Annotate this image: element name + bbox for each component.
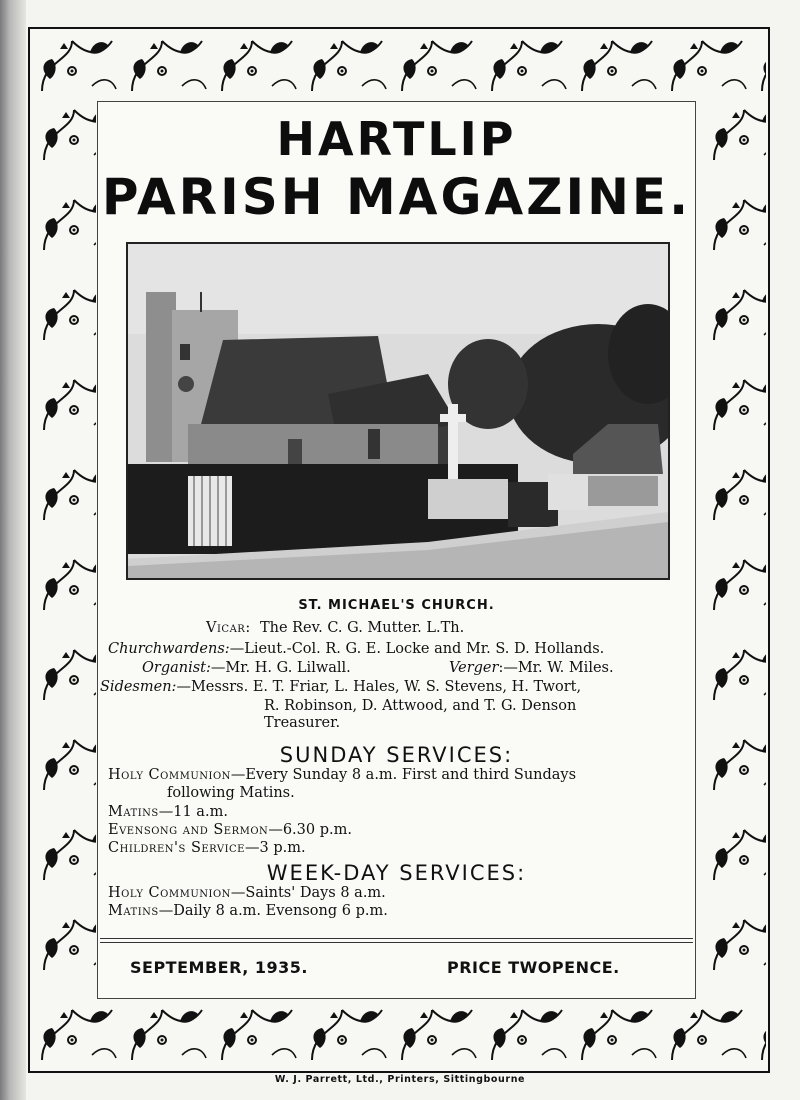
verger-line (449, 660, 614, 676)
evensong-text: —6.30 p.m. (268, 822, 352, 838)
organist-text: —Mr. H. G. Lilwall. (210, 660, 351, 676)
sidesmen-label: Sidesmen: (100, 679, 177, 695)
sunday-services-heading: SUNDAY SERVICES: (279, 743, 514, 767)
binding-gutter (0, 0, 26, 1100)
divider-rule-2 (100, 942, 693, 943)
printer-imprint: W. J. Parrett, Ltd., Printers, Sittingbourne (274, 1074, 526, 1085)
sidesmen-line-1 (100, 679, 581, 695)
weekday-matins-label: Matins (108, 903, 159, 919)
sunday-communion-line-2: following Matins. (167, 785, 295, 801)
price: PRICE TWOPENCE. (447, 958, 620, 977)
sunday-communion-line (108, 767, 576, 783)
childrens-service-text: —3 p.m. (244, 840, 306, 856)
verger-text: :—Mr. W. Miles. (498, 660, 614, 676)
evensong-label: Evensong and Sermon (108, 822, 269, 838)
masthead-line-1: HARTLIP (276, 112, 517, 166)
ornament-border-top (32, 31, 766, 101)
childrens-service-label: Children's Service (108, 840, 245, 856)
sidesmen-text-1: —Messrs. E. T. Friar, L. Hales, W. S. Stevens, H. Twort, (176, 679, 582, 695)
sunday-matins-text: —11 a.m. (158, 804, 228, 820)
sidesmen-line-2: R. Robinson, D. Attwood, and T. G. Denson (264, 698, 577, 714)
sidesmen-line-3: Treasurer. (264, 715, 341, 731)
evensong-line (108, 822, 352, 838)
churchwardens-text: —Lieut.-Col. R. G. E. Locke and Mr. S. D. Hollands. (229, 641, 605, 657)
divider-rule (100, 938, 693, 939)
weekday-matins-line (108, 903, 388, 919)
weekday-services-heading: WEEK-DAY SERVICES: (266, 861, 527, 885)
sunday-communion-text: —Every Sunday 8 a.m. First and third Sundays (230, 767, 577, 783)
weekday-communion-label: Holy Communion (108, 885, 231, 901)
vicar-label: Vicar: (206, 620, 251, 636)
church-photo (126, 242, 670, 580)
weekday-communion-text: —Saints' Days 8 a.m. (230, 885, 386, 901)
vicar-text: The Rev. C. G. Mutter. L.Th. (259, 620, 465, 636)
weekday-communion-line (108, 885, 386, 901)
verger-label: Verger (449, 660, 499, 676)
sunday-communion-label: Holy Communion (108, 767, 231, 783)
weekday-matins-text: —Daily 8 a.m. Evensong 6 p.m. (158, 903, 388, 919)
sunday-matins-line (108, 804, 228, 820)
churchwardens-line (108, 641, 604, 657)
photo-caption: ST. MICHAEL'S CHURCH. (298, 598, 495, 613)
organist-label: Organist: (142, 660, 211, 676)
sunday-matins-label: Matins (108, 804, 159, 820)
ornament-border-right (702, 100, 766, 1000)
childrens-service-line (108, 840, 306, 856)
ornament-border-bottom (32, 1000, 766, 1070)
issue-date: SEPTEMBER, 1935. (130, 958, 308, 977)
masthead-line-2: PARISH MAGAZINE. (101, 168, 692, 226)
ornament-border-left (32, 100, 96, 1000)
organist-line (142, 660, 351, 676)
churchwardens-label: Churchwardens: (108, 641, 230, 657)
vicar-line (206, 620, 464, 636)
